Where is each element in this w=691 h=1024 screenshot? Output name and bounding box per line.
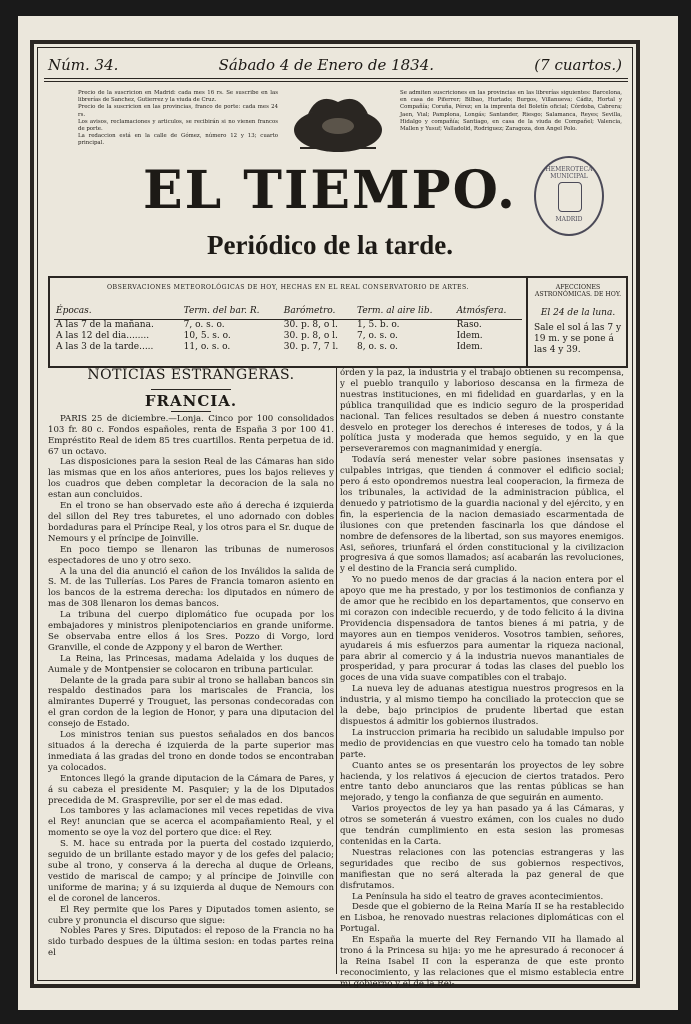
weather-col-header: Atmósfera. [455, 306, 522, 320]
sun-times: Sale el sol á las 7 y 19 m. y se pone á las 4 y 39. [534, 323, 622, 355]
article-paragraph: Los ministros tenian sus puestos señalados en dos bancos situados á la derecha é izquierda de la parte superior mas inmediata á las gradas del trono en donde todos se encontraban ya colocados. [48, 730, 334, 773]
article-paragraph: Nuestras relaciones con las potencias estrangeras y las seguridades que recibo de sus gobiernos respectivos, manifiestan que no será alterada la paz general de que disfrutamos. [340, 847, 624, 891]
astronomy-box [534, 284, 622, 356]
country-heading: FRANCIA. [144, 391, 238, 410]
weather-table [54, 306, 522, 353]
header-rule [44, 78, 628, 79]
weather-cell: 10, 5. s. o. [183, 331, 231, 341]
country-rule [171, 411, 211, 412]
stamp-top-text: HEMEROTECA MUNICIPAL [545, 166, 593, 180]
weather-cell: 30. p. 8, o l. [283, 320, 338, 330]
subscription-note: Precio de la suscricion en Madrid: cada mes 16 rs. Se suscribe en las librerías de Sanchez, Gutierrez y la viuda de Cruz. [78, 90, 278, 104]
moon-phase: El 24 de la luna. [540, 308, 616, 318]
article-paragraph: Delante de la grada para subir al trono se hallaban bancos sin respaldo destinados para los mariscales de Francia, los almirantes Duperré y Trouguet, las personas condecoradas con el gran cordon de la legion de Honor, y para una diputacion del consejo de Estado. [48, 675, 334, 730]
article-paragraph: La Reina, las Princesas, madama Adelaida y los duques de Aumale y de Montpensier se colocaron en tribuna particular. [48, 653, 334, 675]
article-paragraph: En poco tiempo se llenaron las tribunas de numerosos espectadores de uno y otro sexo. [48, 544, 334, 566]
masthead-title: EL TIEMPO. [143, 160, 517, 221]
astronomy-heading: AFECCIONES ASTRONÓMICAS. DE HOY. [534, 284, 622, 298]
article-paragraph: A la una del dia anunció el cañon de los Inválidos la salida de S. M. de las Tullerías. Los Pares de Francia tomaron asiento en los bancos de la estrema derecha: los diputados en número de mas de 308 llenaron los demas bancos. [48, 566, 334, 610]
article-paragraph: La Península ha sido el teatro de graves acontecimientos. [352, 891, 604, 902]
article-paragraph: PARIS 25 de diciembre.—Lonja. Cinco por 100 consolidados 103 fr. 80 c. Fondos españoles, renta de España 3 por 100 41. Empréstito Real de idem 85 tres cuartillos. Renta perpetua de id. 67 un octavo. [48, 413, 334, 457]
issue-date: Sábado 4 de Enero de 1834. [218, 56, 435, 74]
article-paragraph: Nobles Pares y Sres. Diputados: el reposo de la Francia no ha sido turbado despues de la última sesion: en todas partes reina el [48, 926, 334, 959]
article-paragraph: En España la muerte del Rey Fernando VII ha llamado al trono á la Princesa su hija: yo me he apresurado á reconocer á la Reina Isabel II con la esperanza de que este pronto reconocimiento, y las relaciones que el mismo establecia entre mi gobierno y el de la Rei- [340, 935, 624, 989]
subscription-note: Precio de la suscricion en las provincias, franco de porte: cada mes 24 rs. [78, 104, 278, 118]
crest-icon [558, 182, 582, 212]
weather-cell: A las 7 de la mañana. [56, 320, 154, 330]
stamp-bottom-text: MADRID [555, 216, 583, 223]
weather-cell: Raso. [456, 320, 482, 330]
article-paragraph: El Rey permite que los Pares y Diputados tomen asiento, se cubre y pronuncia el discurso que sigue: [48, 904, 334, 926]
article-paragraph: La nueva ley de aduanas atestigua nuestros progresos en la industria, y al mismo tiempo ha conciliado la proteccion que se la debe, bajo principios de prudente libertad que estan dispuestos á admitir los gobiernos ilustrados. [340, 684, 624, 727]
issue-number: Núm. 34. [48, 56, 119, 74]
masthead-subtitle: Periódico de la tarde. [207, 230, 453, 260]
subscription-note: Los avisos, reclamaciones y articulos, se recibirán si no vienen francos de porte. [78, 118, 278, 133]
column-divider [336, 368, 337, 974]
issue-line [48, 56, 622, 74]
weather-cell: Idem. [456, 342, 483, 352]
article-paragraph: Cuanto antes se os presentarán los proyectos de ley sobre hacienda, y los relativos á ejecucion de ciertos tratados. Pero entre tanto debo anunciaros que las rentas públicas se han mejorado, y tengo la confianza de que seguirán en aumento. [340, 760, 624, 804]
subscription-note: Se admiten suscriciones en las provincias en las librerías siguientes: Barcelona, en casa de Piferrer; Bilbao, Hurtado; Burgos, Villanueva; Cádiz, Hortal y Compañía; Coruña, Pérez; en la imprenta del Boletín oficial; Córdoba, Cabrera; Jaen, Vial; Pamplona, Longás; Santander, Riesgo; Salamanca, Reyes; Sevilla, Hidalgo y compañía; Santiago, en casa de la viuda de Compañel; Valencia, Mallen y Yusuf; Valladolid, Rodriguez; Zaragoza, don Angel Polo. [400, 90, 622, 133]
weather-cell: Idem. [456, 331, 483, 341]
article-paragraph: Desde que el gobierno de la Reina María II se ha restablecido en Lisboa, he renovado nuestras relaciones diplomáticas con el Portugal. [340, 902, 624, 935]
weather-cell: 30. p. 8, o l. [283, 331, 338, 341]
article-paragraph: órden y la paz, la industria y el trabajo obtienen su recompensa, y el pueblo tranquilo y laborioso descansa en la firmeza de nuestras instituciones, en mi fidelidad en guardarlas, y en la pública tranquilidad que es indicio seguro de la prosperidad nacional. Tan felices resultados se deben á nuestro constante desvelo en proteger los derechos é intereses de todos, y á la política justa y moderada que hemos seguido, y en la que perseveraremos con magnanimidad y energía. [340, 368, 624, 455]
weather-header-row [54, 306, 522, 320]
article-paragraph: S. M. hace su entrada por la puerta del costado izquierdo, seguido de un brillante estado mayor y de los gefes del palacio; sube al trono, y conserva á la derecha al duque de Orleans, vestido de mariscal de campo; y al príncipe de Joinville con uniforme de marina; y á su izquierda al duque de Nemours con el de coronel de lanceros. [48, 839, 334, 904]
section-rule [151, 389, 231, 390]
weather-row [54, 331, 522, 342]
article-paragraph: La tribuna del cuerpo diplomático fue ocupada por los embajadores y ministros plenipotenciarios en grande uniforme. Se observaba entre ellos á los Sres. Pozzo di Vorgo, lord Granville, el conde de Azppony y el baron de Werther. [48, 610, 334, 653]
library-stamp [534, 156, 604, 236]
weather-col-header: Épocas. [54, 306, 182, 320]
article-paragraph: Varios proyectos de ley ya han pasado ya á las Cámaras, y otros se someterán á vuestro exámen, con los cuales no dudo que tendrán cumplimiento en esta sesion las promesas contenidas en la Carta. [340, 804, 624, 847]
weather-cell: 8, o. s. o. [357, 342, 398, 352]
article-paragraph: Los tambores y las aclamaciones mil veces repetidas de viva el Rey! anuncian que se acerca el acompañamiento Real, y el momento se oye la voz del portero que dice: el Rey. [48, 806, 334, 839]
weather-col-header: Term. al aire lib. [355, 306, 455, 320]
weather-cell: 11, o. s. o. [183, 342, 231, 352]
weather-cell: 7, o. s. o. [183, 320, 225, 330]
weather-row [54, 342, 522, 353]
weather-cell: 1, 5. b. o. [357, 320, 400, 330]
weather-heading: OBSERVACIONES METEOROLÓGICAS DE HOY, HECHAS EN EL REAL CONSERVATORIO DE ARTES. [106, 284, 470, 291]
article-paragraph: Todavía será menester velar sobre pasiones insensatas y culpables intrigas, que tienden á conmover el edificio social; pero á esto opondremos nuestra leal cooperacion, la firmeza de los tribunales, la actividad de la administracion pública, el denuedo y patriotismo de la guardia nacional y del ejército, y en fin, la esperiencia de la nacion demasiado escarmentada de ilusiones con que pretenden fascinarla los que dándose el nombre de defensores de la libertad, son sus mayores enemigos. Asi, señores, triunfará el órden constitucional y la civilizacion progresiva á que somos llamados; así acabarán las revoluciones, y el destino de la Francia será cumplido. [340, 455, 624, 575]
header-rule-double [44, 81, 628, 82]
column-right [340, 368, 624, 989]
subscription-notes-left [78, 90, 278, 148]
weather-cell: 7, o. s. o. [357, 331, 398, 341]
weather-col-header: Term. del bar. R. [182, 306, 282, 320]
issue-price: (7 cuartos.) [534, 56, 622, 74]
column-left [48, 368, 334, 976]
weather-divider [526, 278, 528, 366]
eagle-vignette-icon [288, 88, 388, 160]
weather-row [54, 320, 522, 332]
article-paragraph: La instruccion primaria ha recibido un saludable impulso por medio de providencias en que vuestro celo ha tomado tan noble parte. [340, 727, 624, 760]
article-paragraph: Las disposiciones para la sesion Real de las Cámaras han sido las mismas que en los años anteriores, pues los bajos relieves y los cuadros que deben completar la decoracion de la sala no estan aun concluidos. [48, 457, 334, 501]
subscription-notes-right [400, 90, 622, 133]
section-title: NOTICIAS ESTRANGERAS. [87, 367, 295, 383]
weather-cell: 30. p. 7, 7 l. [283, 342, 339, 352]
weather-cell: A las 3 de la tarde..... [56, 342, 154, 352]
article-paragraph: En el trono se han observado este año á derecha é izquierda del sillon del Rey tres taburetes, el uno adornado con dobles bordaduras para el Príncipe Real, y los otros para el Sr. duque de Nemours y el príncipe de Joinville. [48, 501, 334, 544]
article-paragraph: Yo no puedo menos de dar gracias á la nacion entera por el apoyo que me ha prestado, y por los testimonios de confianza y de amor que he recibido en los departamentos, que conservo en mi corazon con indecible recuerdo, y de todo felicito á la divina Providencia dispensadora de tantos bienes á mi patria, y de mayores aun en tiempos venideros. Vosotros tambien, señores, ayudareis á mis esfuerzos para aumentar la riqueza nacional, para abrir al comercio y á la industria nuevos manantiales de prosperidad, y para procurar á todas las clases del pueblo los goces de una vida suave compatibles con el trabajo. [340, 575, 624, 684]
weather-col-header: Barómetro. [282, 306, 355, 320]
article-paragraph: Entonces llegó la grande diputacion de la Cámara de Pares, y á su cabeza el presidente M. Pasquier; y la de los Diputados precedida de M. Grasprevilie, por ser el de mas edad. [48, 773, 334, 806]
weather-cell: A las 12 del dia........ [56, 331, 150, 341]
subscription-note: La redaccion está en la calle de Gómez, número 12 y 13; cuarto principal. [78, 133, 278, 147]
weather-box [48, 276, 628, 368]
